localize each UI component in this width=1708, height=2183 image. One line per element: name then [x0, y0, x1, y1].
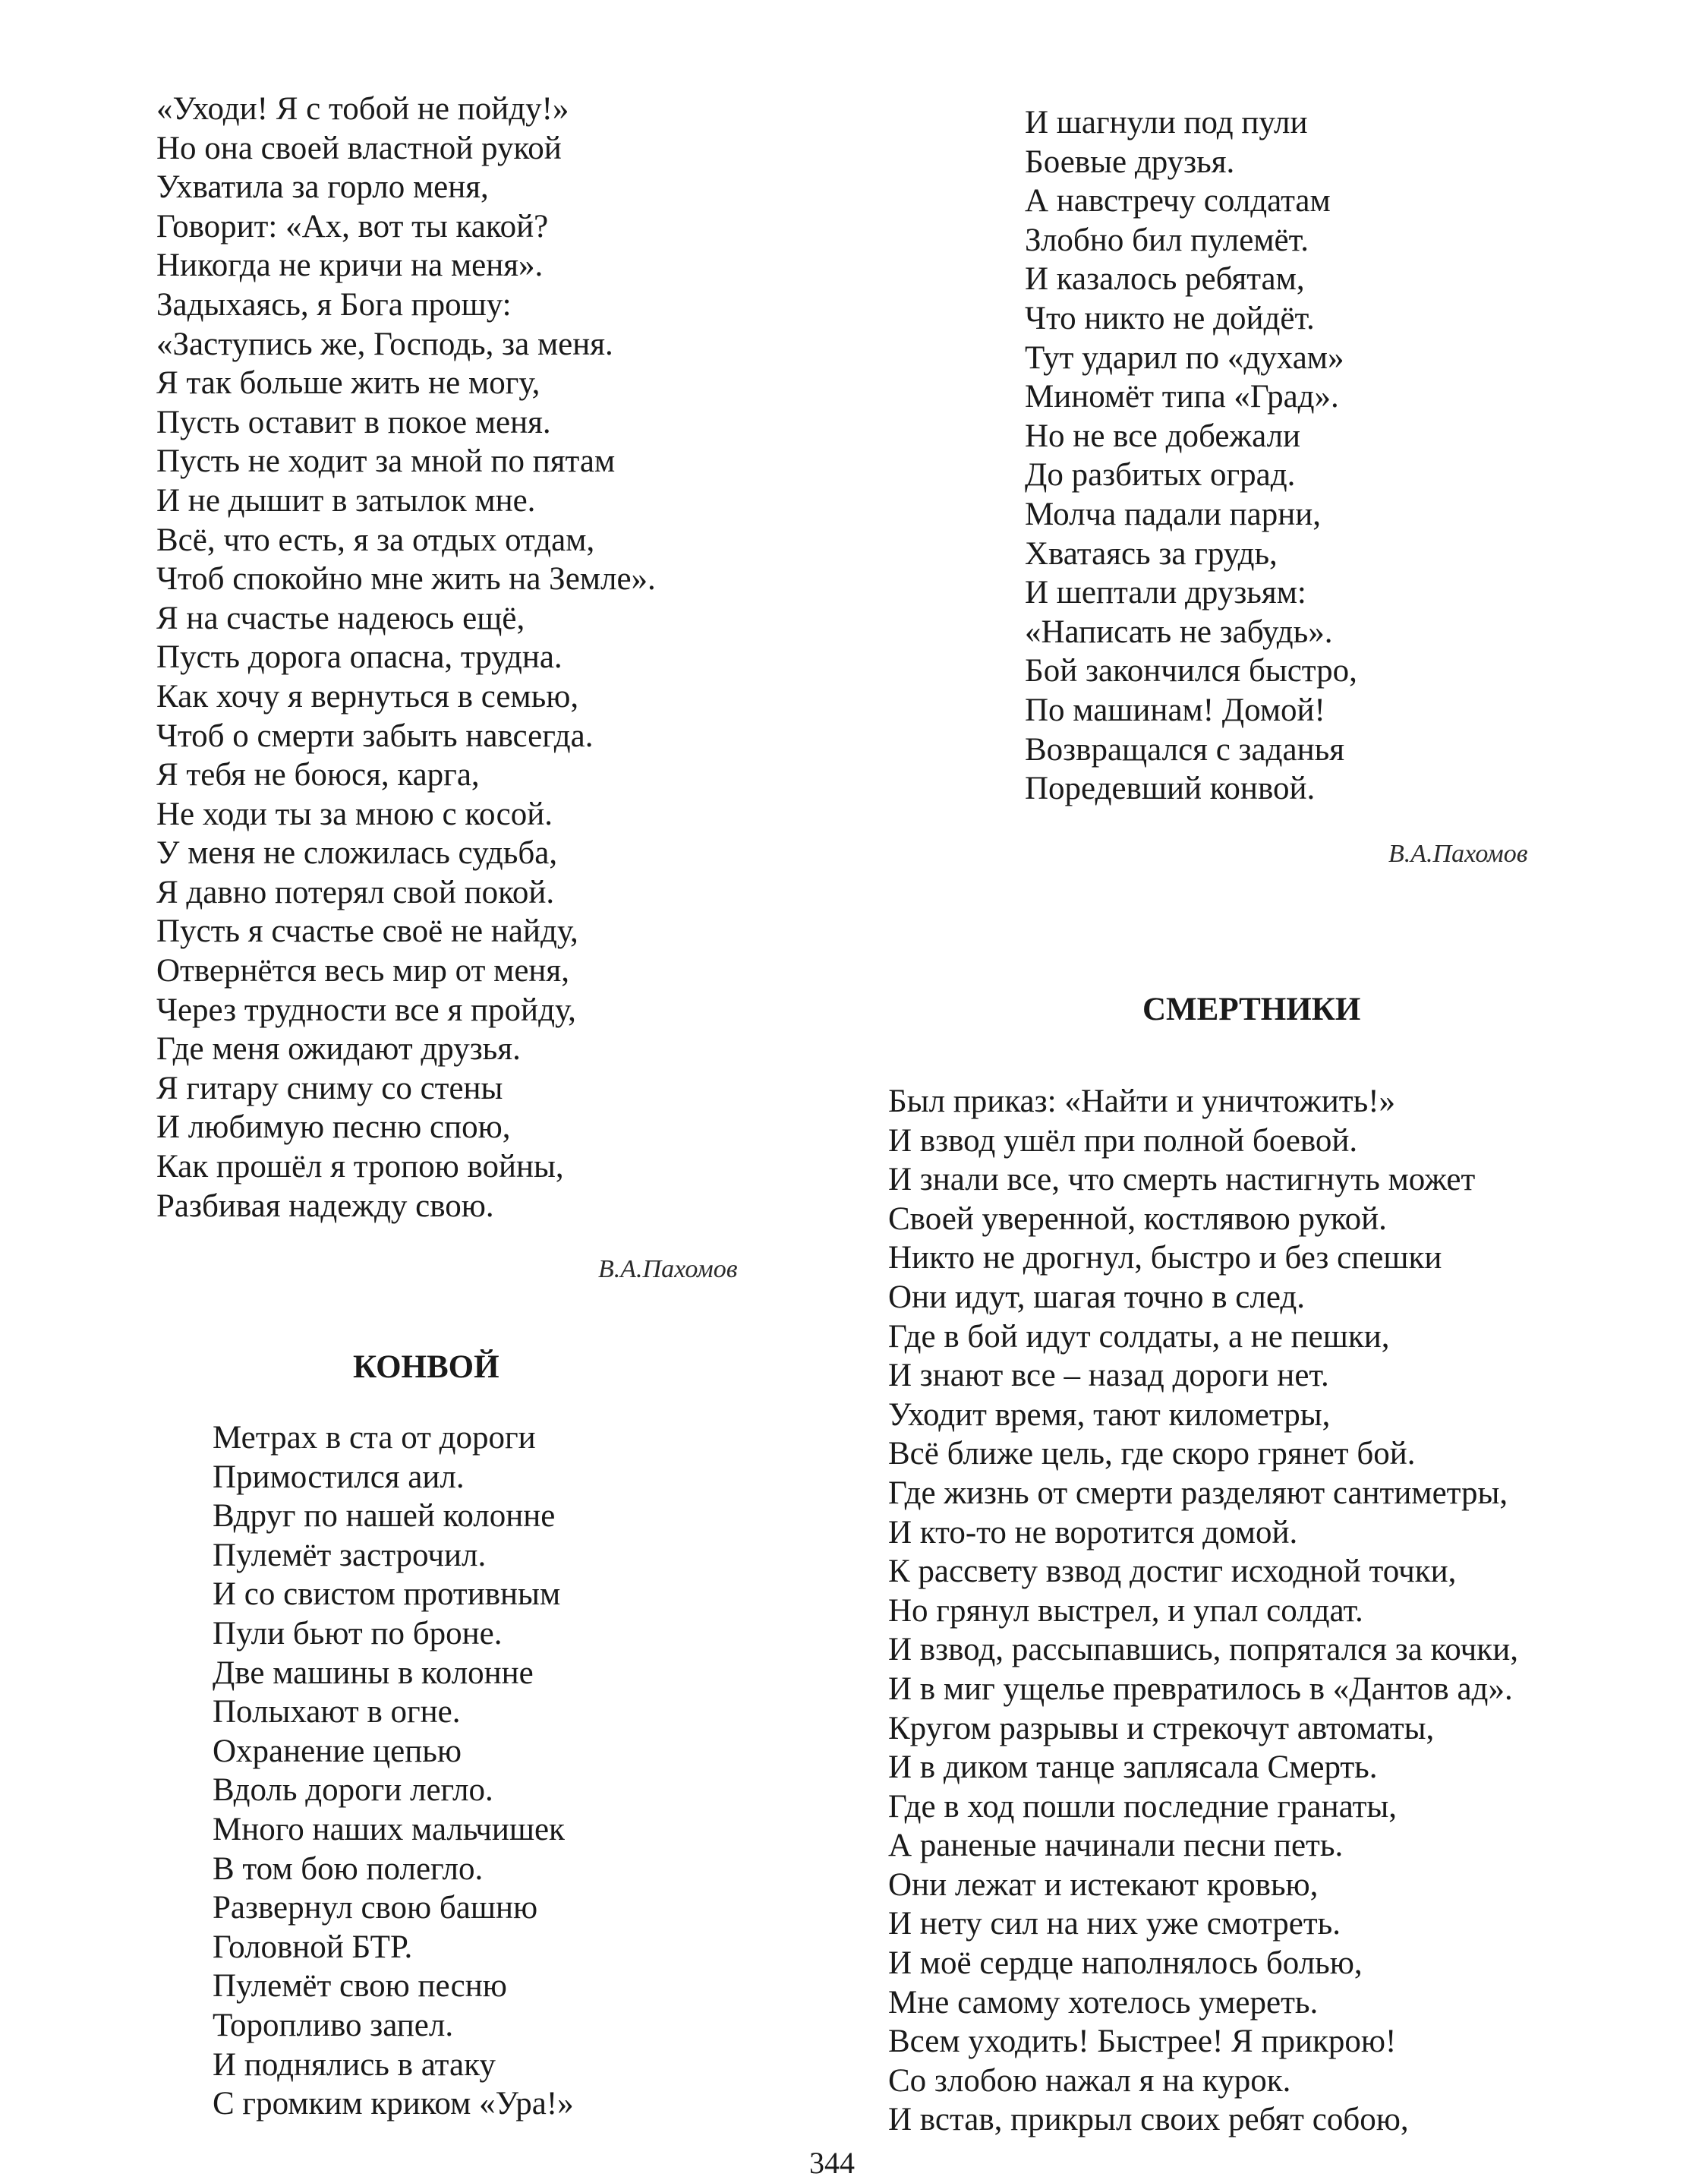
- poem-line: Разбивая надежду свою.: [156, 1188, 494, 1224]
- poem-line: Они идут, шагая точно в след.: [888, 1279, 1305, 1315]
- poem-line: Хватаясь за грудь,: [1025, 535, 1278, 572]
- poem-line: Полыхают в огне.: [213, 1694, 461, 1730]
- poem-line: Ухватила за горло меня,: [156, 169, 489, 206]
- poem-line: Всё ближе цель, где скоро грянет бой.: [888, 1436, 1416, 1472]
- left-poem-author: В.А.Пахомов: [598, 1255, 738, 1283]
- poem-line: Всем уходить! Быстрее! Я прикрою!: [888, 2024, 1397, 2060]
- poem-line: Я так больше жить не могу,: [156, 365, 540, 402]
- poem-line: Пулемёт застрочил.: [213, 1537, 487, 1573]
- poem-line: «Написать не забудь».: [1025, 614, 1333, 650]
- poem-line: И казалось ребятам,: [1025, 261, 1305, 298]
- poem-line: И кто-то не воротится домой.: [888, 1514, 1298, 1550]
- poem-line: До разбитых оград.: [1025, 457, 1296, 494]
- poem-line: Поредевший конвой.: [1025, 771, 1316, 807]
- poem-line: И шагнули под пули: [1025, 105, 1308, 140]
- poem-line: И в диком танце заплясала Смерть.: [888, 1749, 1378, 1786]
- convoy-title: КОНВОЙ: [353, 1349, 499, 1385]
- poem-line: И моё сердце наполнялось болью,: [888, 1945, 1363, 1982]
- poem-line: Мне самому хотелось умереть.: [888, 1984, 1319, 2021]
- poem-line: Кругом разрывы и стрекочут автоматы,: [888, 1710, 1435, 1746]
- poem-line: Своей уверенной, костлявою рукой.: [888, 1200, 1387, 1237]
- poem-line: Уходит время, тают километры,: [888, 1396, 1331, 1433]
- poem-line: Метрах в ста от дороги: [213, 1420, 536, 1456]
- poem-line: Охранение цепью: [213, 1733, 462, 1769]
- poem-line: Задыхаясь, я Бога прошу:: [156, 286, 512, 323]
- poem-line: Я на счастье надеюсь ещё,: [156, 600, 525, 636]
- poem-line: Головной БТР.: [213, 1929, 413, 1965]
- poem-line: И поднялись в атаку: [213, 2046, 496, 2083]
- poem-line: Но не все добежали: [1025, 418, 1301, 454]
- poem-line: По машинам! Домой!: [1025, 692, 1325, 728]
- poem-line: Никогда не кричи на меня».: [156, 248, 544, 284]
- poem-line: И со свистом противным: [213, 1576, 561, 1613]
- page-number: 344: [809, 2146, 855, 2180]
- poem-line: С громким криком «Ура!»: [213, 2086, 574, 2122]
- poem-line: В том бою полегло.: [213, 1850, 484, 1887]
- poem-line: И не дышит в затылок мне.: [156, 482, 536, 519]
- poem-line: И любимую песню спою,: [156, 1109, 511, 1146]
- poem-line: А навстречу солдатам: [1025, 183, 1331, 219]
- poem-line: Со злобою нажал я на курок.: [888, 2062, 1291, 2099]
- poem-line: Как хочу я вернуться в семью,: [156, 678, 579, 715]
- poem-line: Чтоб о смерти забыть навсегда.: [156, 718, 594, 754]
- poem-line: Пули бьют по броне.: [213, 1615, 503, 1651]
- poem-line: И знают все – назад дороги нет.: [888, 1358, 1329, 1394]
- poem-line: И взвод, рассыпавшись, попрятался за кочки,: [888, 1632, 1518, 1668]
- poem-line: И в миг ущелье превратилось в «Дантов ад».: [888, 1670, 1513, 1707]
- poem-line: Примостился аил.: [213, 1459, 465, 1495]
- poem-line: И знали все, что смерть настигнуть может: [888, 1162, 1476, 1198]
- poem-line: Торопливо запел.: [213, 2007, 454, 2043]
- poem-line: Боевые друзья.: [1025, 144, 1235, 180]
- convoy-poem-continued: [1025, 103, 1357, 809]
- poem-line: Где меня ожидают друзья.: [156, 1031, 521, 1068]
- poem-line: Не ходи ты за мною с косой.: [156, 796, 553, 832]
- poem-line: А раненые начинали песни петь.: [888, 1828, 1344, 1864]
- poem-line: И встав, прикрыл своих ребят собою,: [888, 2102, 1409, 2138]
- poem-line: Пусть дорога опасна, трудна.: [156, 639, 563, 676]
- poem-line: Где в бой идут солдаты, а не пешки,: [888, 1318, 1390, 1355]
- poem-line: Я давно потерял свой покой.: [156, 874, 555, 910]
- poem-line: Две машины в колонне: [213, 1655, 534, 1691]
- poem-line: Но она своей властной рукой: [156, 130, 562, 166]
- poem-line: Как прошёл я тропою войны,: [156, 1149, 564, 1185]
- poem-line: Бой закончился быстро,: [1025, 653, 1357, 689]
- poem-line: Развернул свою башню: [213, 1890, 538, 1926]
- poem-line: И нету сил на них уже смотреть.: [888, 1906, 1341, 1942]
- poem-line: Молча падали парни,: [1025, 496, 1322, 532]
- poem-line: Был приказ: «Найти и уничтожить!»: [888, 1084, 1396, 1119]
- poem-line: Но грянул выстрел, и упал солдат.: [888, 1592, 1363, 1629]
- poem-line: Где жизнь от смерти разделяют сантиметры,: [888, 1475, 1508, 1511]
- poem-line: У меня не сложилась судьба,: [156, 835, 558, 872]
- left-poem: [156, 90, 656, 1226]
- smertniki-title: СМЕРТНИКИ: [1142, 992, 1361, 1027]
- poem-line: Тут ударил по «духам»: [1025, 339, 1344, 376]
- poem-line: «Уходи! Я с тобой не пойду!»: [156, 91, 569, 127]
- poem-line: Злобно бил пулемёт.: [1025, 222, 1309, 258]
- poem-line: Возвращался с заданья: [1025, 731, 1344, 768]
- poem-line: Пусть оставит в покое меня.: [156, 404, 551, 440]
- smertniki-poem: [888, 1082, 1518, 2140]
- poem-line: И шептали друзьям:: [1025, 575, 1306, 611]
- poem-line: Я тебя не боюся, карга,: [156, 757, 480, 793]
- poem-line: Пусть я счастье своё не найду,: [156, 913, 578, 950]
- poem-line: Всё, что есть, я за отдых отдам,: [156, 522, 595, 558]
- poem-line: Чтоб спокойно мне жить на Земле».: [156, 561, 656, 598]
- convoy-poem: [213, 1418, 574, 2124]
- poem-line: И взвод ушёл при полной боевой.: [888, 1122, 1358, 1159]
- poem-line: Пулемёт свою песню: [213, 1968, 507, 2005]
- poem-line: Отвернётся весь мир от меня,: [156, 953, 569, 989]
- poem-line: К рассвету взвод достиг исходной точки,: [888, 1554, 1457, 1590]
- convoy-author: В.А.Пахомов: [1388, 840, 1528, 868]
- poem-line: Пусть не ходит за мной по пятам: [156, 443, 616, 480]
- poem-line: Вдоль дороги легло.: [213, 1772, 493, 1809]
- poem-line: Говорит: «Ах, вот ты какой?: [156, 208, 549, 244]
- poem-line: Через трудности все я пройду,: [156, 992, 576, 1028]
- poem-line: Я гитару сниму со стены: [156, 1070, 503, 1106]
- poem-line: Где в ход пошли последние гранаты,: [888, 1788, 1398, 1825]
- poem-line: Они лежат и истекают кровью,: [888, 1866, 1319, 1903]
- poem-line: «Заступись же, Господь, за меня.: [156, 326, 613, 362]
- poem-line: Миномёт типа «Град».: [1025, 379, 1339, 415]
- poem-line: Что никто не дойдёт.: [1025, 300, 1315, 336]
- poem-line: Много наших мальчишек: [213, 1811, 565, 1847]
- poem-line: Никто не дрогнул, быстро и без спешки: [888, 1240, 1442, 1276]
- poem-line: Вдруг по нашей колонне: [213, 1498, 556, 1535]
